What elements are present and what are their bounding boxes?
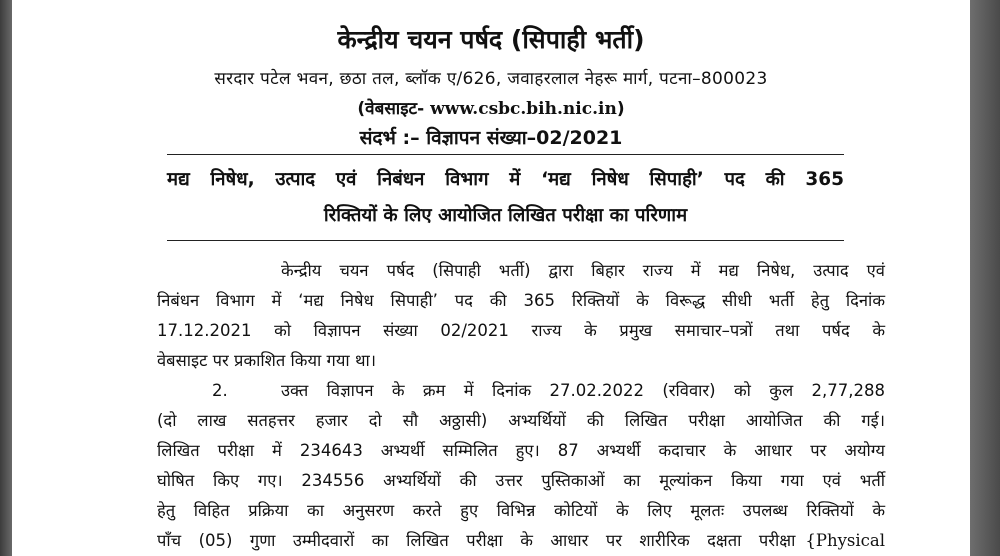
paragraph-1-line: वेबसाइट पर प्रकाशित किया गया था। xyxy=(157,351,377,370)
paragraph-2-latin-text: {Physical xyxy=(805,531,885,550)
paragraph-number: 2. xyxy=(212,381,228,400)
paragraph-2-line: लिखित परीक्षा में 234643 अभ्यर्थी सम्मिलित हुए। 87 अभ्यर्थी कदाचार के आधार पर अयोग्य xyxy=(157,441,885,460)
paragraph-2-first-line xyxy=(157,376,885,406)
subject-bottom-rule xyxy=(167,240,844,241)
paragraph-2-line: पाँच (05) गुणा उम्मीदवारों का लिखित परीक्षा के आधार पर शारीरिक दक्षता परीक्षा xyxy=(157,531,796,550)
paragraph-2-line: (दो लाख सतहत्तर हजार दो सौ अठ्ठासी) अभ्यर्थियों की लिखित परीक्षा आयोजित की गई। xyxy=(157,411,885,430)
page-title: केन्द्रीय चयन पर्षद (सिपाही भर्ती) xyxy=(337,25,645,54)
paragraph-1-line: केन्द्रीय चयन पर्षद (सिपाही भर्ती) द्वारा बिहार राज्य में मद्य निषेध, उत्पाद एवं xyxy=(281,261,885,280)
reference-line: संदर्भ :– विज्ञापन संख्या–02/2021 xyxy=(359,127,623,149)
paragraph-2 xyxy=(157,376,885,556)
website-url: www.csbc.bih.nic.in xyxy=(430,99,617,119)
subject-heading xyxy=(167,162,844,234)
document-page xyxy=(12,0,970,556)
paragraph-2-line: घोषित किए गए। 234556 अभ्यर्थियों की उत्तर पुस्तिकाओं का मूल्यांकन किया गया एवं भर्ती xyxy=(157,471,885,490)
viewer-left-edge xyxy=(0,0,12,556)
paragraph-2-last-line xyxy=(157,526,885,556)
subject-line-2: रिक्तियों के लिए आयोजित लिखित परीक्षा का परिणाम xyxy=(323,205,688,226)
paragraph-1-line: 17.12.2021 को विज्ञापन संख्या 02/2021 राज्य के प्रमुख समाचार–पत्रों तथा पर्षद के xyxy=(157,321,885,340)
paragraph-2-line: हेतु विहित प्रक्रिया का अनुसरण करते हुए विभिन्न कोटियों के लिए मूलतः उपलब्ध रिक्तियों के xyxy=(157,501,885,520)
office-address: सरदार पटेल भवन, छठा तल, ब्लॉक ए/626, जवाहरलाल नेहरू मार्ग, पटना–800023 xyxy=(214,69,768,89)
subject-line-1: मद्य निषेध, उत्पाद एवं निबंधन विभाग में ‘मद्य निषेध सिपाही’ पद की 365 xyxy=(167,169,844,190)
paragraph-2-line: उक्त विज्ञापन के क्रम में दिनांक 27.02.2022 (रविवार) को कुल 2,77,288 xyxy=(281,381,885,400)
website-label: (वेबसाइट- xyxy=(357,99,425,119)
website-line xyxy=(12,96,970,119)
subject-top-rule xyxy=(167,154,844,155)
website-close: ) xyxy=(616,99,625,119)
viewer-right-edge xyxy=(970,0,1000,556)
paragraph-1-line: निबंधन विभाग में ‘मद्य निषेध सिपाही’ पद की 365 रिक्तियों के विरूद्ध सीधी भर्ती हेतु दिनांक xyxy=(157,291,885,310)
paragraph-1 xyxy=(157,256,885,376)
